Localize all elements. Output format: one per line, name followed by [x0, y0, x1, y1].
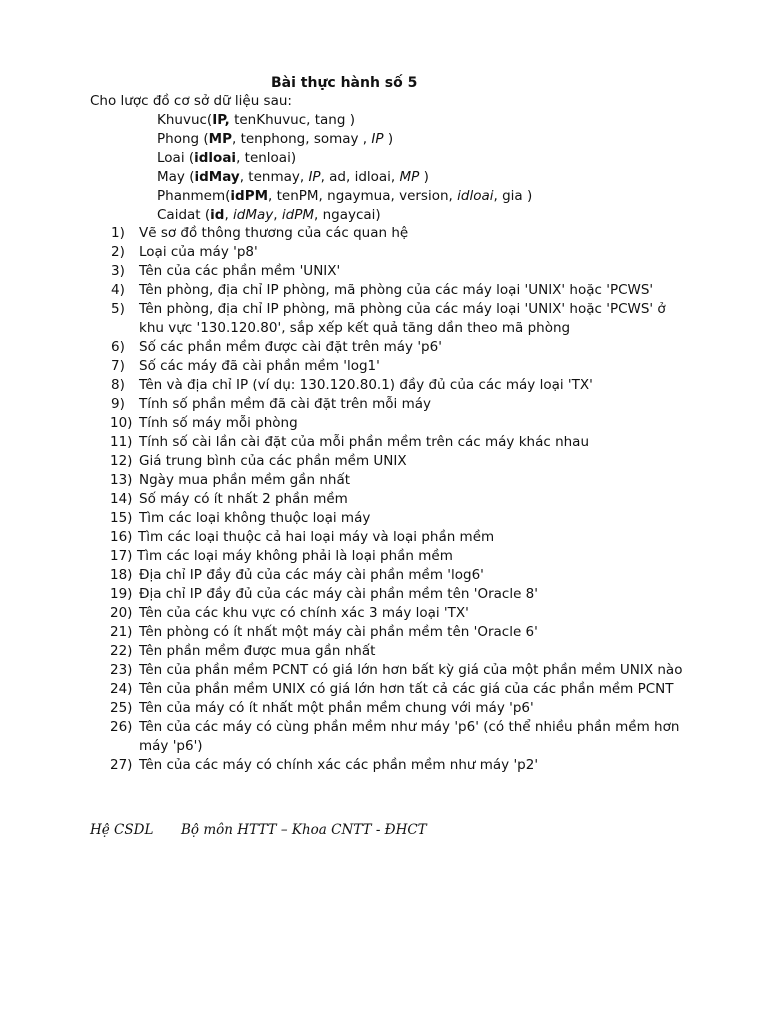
schema-text: ,	[224, 207, 234, 223]
question-text: Tên của các phần mềm 'UNIX'	[139, 263, 341, 279]
schema-text: , tenloai)	[236, 150, 297, 166]
primary-key: idPM	[230, 188, 269, 204]
question-text: Tên phòng có ít nhất một máy cài phần mềm tên 'Oracle 6'	[139, 624, 538, 640]
question-number: 12)	[110, 453, 133, 469]
question-number: 25)	[110, 700, 133, 716]
question-item	[90, 281, 690, 300]
footer-department: Bộ môn HTTT – Khoa CNTT - ĐHCT	[181, 822, 427, 838]
primary-key: idloai	[194, 150, 237, 166]
schema-text: Caidat (	[157, 207, 211, 223]
schema-text: Phong (	[157, 131, 209, 147]
question-text: Số các phần mềm được cài đặt trên máy 'p6'	[139, 339, 442, 355]
schema-text: Phanmem(	[157, 188, 231, 204]
question-number: 19)	[110, 586, 133, 602]
schema-item	[157, 168, 532, 187]
foreign-key: idPM	[281, 207, 314, 223]
question-text: Địa chỉ IP đầy đủ của các máy cài phần mềm 'log6'	[139, 567, 484, 583]
question-item	[90, 509, 690, 528]
question-text: Tên phần mềm được mua gần nhất	[139, 643, 376, 659]
question-item	[90, 566, 690, 585]
schema-text: Loai (	[157, 150, 195, 166]
foreign-key: idloai	[457, 188, 494, 204]
footer-course: Hệ CSDL	[90, 822, 154, 838]
question-number: 1)	[111, 225, 125, 241]
question-text: Tìm các loại không thuộc loại máy	[139, 510, 371, 526]
question-text: Tên của phần mềm PCNT có giá lớn hơn bất kỳ giá của một phần mềm UNIX nào	[139, 662, 683, 678]
question-item	[90, 661, 690, 680]
question-number: 22)	[110, 643, 133, 659]
question-number: 20)	[110, 605, 133, 621]
question-number: 13)	[110, 472, 133, 488]
question-item	[90, 395, 690, 414]
question-item	[90, 623, 690, 642]
question-item	[90, 490, 690, 509]
question-number: 4)	[111, 282, 125, 298]
primary-key: idMay	[194, 169, 240, 185]
question-number: 14)	[110, 491, 133, 507]
question-text: Vẽ sơ đồ thông thương của các quan hệ	[139, 225, 409, 241]
question-text: Tính số cài lần cài đặt của mỗi phần mềm trên các máy khác nhau	[139, 434, 590, 450]
question-item	[90, 243, 690, 262]
question-item	[90, 604, 690, 623]
intro-text: Cho lược đồ cơ sở dữ liệu sau:	[90, 93, 292, 109]
foreign-key: MP	[399, 169, 420, 185]
schema-item	[157, 130, 532, 149]
question-item	[90, 680, 690, 699]
schema-text: , tenPM, ngaymua, version,	[268, 188, 458, 204]
schema-text: Khuvuc(	[157, 112, 213, 128]
question-text: Số máy có ít nhất 2 phần mềm	[139, 491, 348, 507]
schema-text: ,	[273, 207, 282, 223]
question-text: Tên của các máy có cùng phần mềm như máy 'p6' (có thể nhiều phần mềm hơn máy 'p6')	[139, 719, 680, 754]
schema-text: )	[383, 131, 394, 147]
question-text: Giá trung bình của các phần mềm UNIX	[139, 453, 407, 469]
schema-text: tenKhuvuc, tang )	[229, 112, 355, 128]
question-item	[90, 718, 690, 756]
primary-key: id	[210, 207, 225, 223]
question-item	[90, 357, 690, 376]
question-text: Tên của phần mềm UNIX có giá lớn hơn tất cả các giá của các phần mềm PCNT	[139, 681, 674, 697]
question-number: 26)	[110, 719, 133, 735]
question-item	[90, 585, 690, 604]
question-item	[90, 300, 690, 338]
schema-text: , gia )	[493, 188, 533, 204]
question-item	[90, 224, 690, 243]
question-text: Tìm các loại thuộc cả hai loại máy và loại phần mềm	[138, 529, 495, 545]
question-number: 5)	[111, 301, 125, 317]
question-text: Loại của máy 'p8'	[139, 244, 258, 260]
question-number: 17)	[110, 548, 133, 564]
question-item	[90, 471, 690, 490]
schema-item	[157, 111, 532, 130]
schema-text: , tenphong, somay ,	[231, 131, 372, 147]
foreign-key: IP	[308, 169, 321, 185]
question-item	[90, 642, 690, 661]
question-item	[90, 699, 690, 718]
question-text: Tính số máy mỗi phòng	[139, 415, 298, 431]
question-number: 2)	[111, 244, 125, 260]
question-text: Tìm các loại máy không phải là loại phần mềm	[137, 548, 453, 564]
schema-text: )	[419, 169, 429, 185]
schema-list	[157, 111, 532, 225]
question-item	[90, 262, 690, 281]
question-text: Tên của các khu vực có chính xác 3 máy loại 'TX'	[139, 605, 469, 621]
question-number: 27)	[110, 757, 133, 773]
schema-text: , tenmay,	[239, 169, 309, 185]
question-text: Tính số phần mềm đã cài đặt trên mỗi máy	[139, 396, 431, 412]
question-item	[90, 414, 690, 433]
question-number: 23)	[110, 662, 133, 678]
foreign-key: idMay	[233, 207, 274, 223]
question-item	[90, 338, 690, 357]
question-text: Tên phòng, địa chỉ IP phòng, mã phòng của các máy loại 'UNIX' hoặc 'PCWS' ở khu vực '130.120.80', sắp xếp kết quả tăng dần theo mã phòng	[139, 301, 666, 336]
schema-text: May (	[157, 169, 195, 185]
question-number: 7)	[111, 358, 125, 374]
question-text: Địa chỉ IP đầy đủ của các máy cài phần mềm tên 'Oracle 8'	[139, 586, 538, 602]
question-number: 16)	[110, 529, 133, 545]
question-item	[90, 547, 690, 566]
question-number: 3)	[111, 263, 125, 279]
question-item	[90, 433, 690, 452]
schema-text: , ngaycai)	[313, 207, 381, 223]
primary-key: MP	[208, 131, 232, 147]
primary-key: IP,	[212, 112, 230, 128]
question-text: Tên của các máy có chính xác các phần mềm như máy 'p2'	[139, 757, 539, 773]
question-text: Ngày mua phần mềm gần nhất	[139, 472, 351, 488]
question-text: Số các máy đã cài phần mềm 'log1'	[139, 358, 380, 374]
page-title: Bài thực hành số 5	[271, 75, 418, 91]
question-item	[90, 528, 690, 547]
question-number: 11)	[110, 434, 133, 450]
question-item	[90, 452, 690, 471]
question-number: 8)	[111, 377, 125, 393]
question-number: 21)	[110, 624, 133, 640]
question-item	[90, 756, 690, 775]
question-text: Tên phòng, địa chỉ IP phòng, mã phòng của các máy loại 'UNIX' hoặc 'PCWS'	[139, 282, 654, 298]
question-list	[90, 224, 690, 775]
question-number: 24)	[110, 681, 133, 697]
schema-item	[157, 206, 532, 225]
schema-item	[157, 187, 532, 206]
question-text: Tên và địa chỉ IP (ví dụ: 130.120.80.1) đầy đủ của các máy loại 'TX'	[139, 377, 593, 393]
question-item	[90, 376, 690, 395]
question-number: 15)	[110, 510, 133, 526]
question-number: 10)	[110, 415, 133, 431]
question-number: 18)	[110, 567, 133, 583]
schema-item	[157, 149, 532, 168]
question-number: 9)	[111, 396, 125, 412]
question-text: Tên của máy có ít nhất một phần mềm chung với máy 'p6'	[139, 700, 534, 716]
question-number: 6)	[111, 339, 125, 355]
foreign-key: IP	[371, 131, 384, 147]
schema-text: , ad, idloai,	[320, 169, 400, 185]
